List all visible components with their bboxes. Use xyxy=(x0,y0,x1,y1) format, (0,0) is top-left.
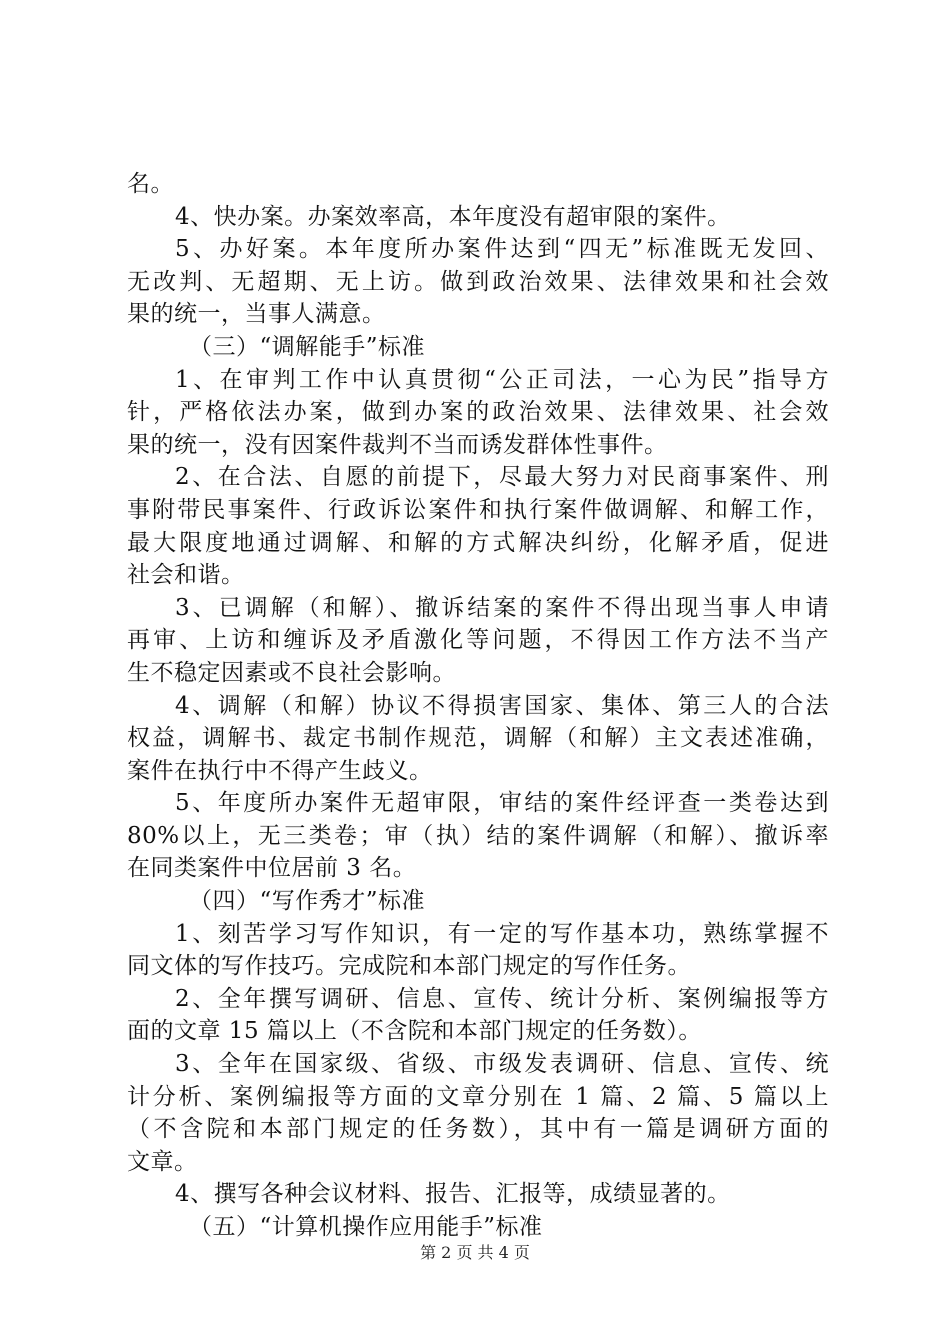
paragraph-line: 计分析、案例编报等方面的文章分别在 1 篇、2 篇、5 篇以上 xyxy=(127,1083,829,1110)
document-body xyxy=(127,168,829,1244)
paragraph-line: 事附带民事案件、行政诉讼案件和执行案件做调解、和解工作， xyxy=(127,496,829,523)
paragraph-line: 2、在合法、自愿的前提下，尽最大努力对民商事案件、刑 xyxy=(175,464,829,491)
paragraph-line: 最大限度地通过调解、和解的方式解决纠纷，化解矛盾，促进 xyxy=(127,529,829,556)
paragraph-line: 文章。 xyxy=(127,1148,198,1175)
paragraph-line: 案件在执行中不得产生歧义。 xyxy=(127,757,433,784)
paragraph-line: 3、已调解（和解）、撤诉结案的案件不得出现当事人申请 xyxy=(175,594,829,621)
paragraph-line: 社会和谐。 xyxy=(127,562,245,589)
paragraph-line: 名。 xyxy=(127,171,174,197)
paragraph-line: 权益，调解书、裁定书制作规范，调解（和解）主文表述准确， xyxy=(127,725,829,752)
section-heading: （四）“写作秀才”标准 xyxy=(189,888,426,915)
paragraph-line: 3、全年在国家级、省级、市级发表调研、信息、宣传、统 xyxy=(175,1051,829,1078)
paragraph-line: 同文体的写作技巧。完成院和本部门规定的写作任务。 xyxy=(127,953,691,980)
paragraph-line: 再审、上访和缠诉及矛盾激化等问题，不得因工作方法不当产 xyxy=(127,627,829,654)
paragraph-line: 5、办好案。本年度所办案件达到“四无”标准既无发回、 xyxy=(175,236,829,263)
paragraph-line: 面的文章 15 篇以上（不含院和本部门规定的任务数）。 xyxy=(127,1018,702,1045)
paragraph-line: 80%以上，无三类卷；审（执）结的案件调解（和解）、撤诉率 xyxy=(127,822,829,849)
page-footer: 第 2 页 共 4 页 xyxy=(420,1243,530,1262)
paragraph-line: 4、调解（和解）协议不得损害国家、集体、第三人的合法 xyxy=(175,692,829,719)
section-heading: （三）“调解能手”标准 xyxy=(189,333,426,360)
paragraph-line: 无改判、无超期、无上访。做到政治效果、法律效果和社会效 xyxy=(127,268,829,295)
paragraph-line: 1、刻苦学习写作知识，有一定的写作基本功，熟练掌握不 xyxy=(175,920,829,947)
paragraph-line: 果的统一，当事人满意。 xyxy=(127,301,386,328)
paragraph-line: 在同类案件中位居前 3 名。 xyxy=(127,855,417,882)
paragraph-line: 5、年度所办案件无超审限，审结的案件经评查一类卷达到 xyxy=(175,790,829,817)
paragraph-line: 2、全年撰写调研、信息、宣传、统计分析、案例编报等方 xyxy=(175,985,829,1012)
paragraph-line: （不含院和本部门规定的任务数），其中有一篇是调研方面的 xyxy=(127,1116,829,1143)
section-heading: （五）“计算机操作应用能手”标准 xyxy=(189,1214,543,1240)
paragraph-line: 针，严格依法办案，做到办案的政治效果、法律效果、社会效 xyxy=(127,399,829,426)
paragraph-line: 4、快办案。办案效率高，本年度没有超审限的案件。 xyxy=(175,203,731,230)
paragraph-line: 4、撰写各种会议材料、报告、汇报等，成绩显著的。 xyxy=(175,1181,731,1208)
paragraph-line: 生不稳定因素或不良社会影响。 xyxy=(127,659,456,686)
paragraph-line: 1、在审判工作中认真贯彻“公正司法，一心为民”指导方 xyxy=(175,366,829,393)
paragraph-line: 果的统一，没有因案件裁判不当而诱发群体性事件。 xyxy=(127,431,668,458)
